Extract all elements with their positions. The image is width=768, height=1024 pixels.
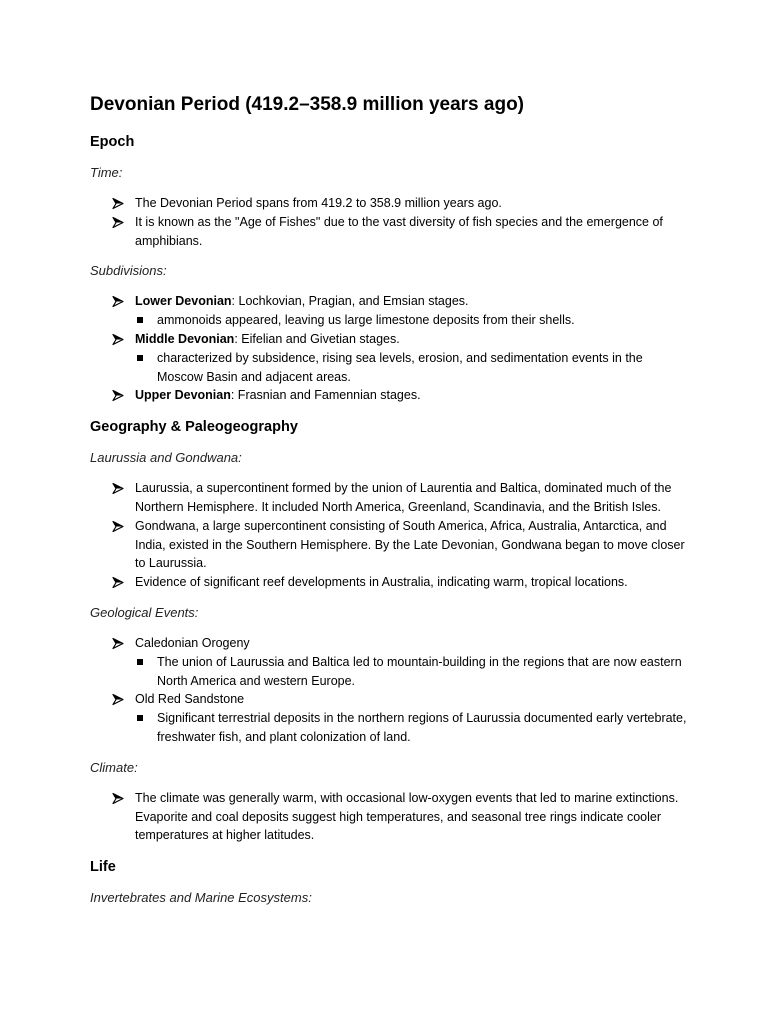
arrowhead-bullet-icon [112, 634, 126, 652]
list-item: Old Red Sandstone Significant terrestrial deposits in the northern regions of Laurussia documented early vertebrate, freshwater fish, and plant colonization of land. [90, 690, 690, 746]
subdivisions-list [90, 292, 690, 405]
square-bullet-icon [137, 355, 143, 361]
square-bullet-icon [137, 317, 143, 323]
climate-list [90, 789, 690, 845]
sub-list [135, 653, 690, 691]
list-item: Caledonian Orogeny The union of Laurussia and Baltica led to mountain-building in the regions that are now eastern North America and western Europe. [90, 634, 690, 690]
arrowhead-bullet-icon [112, 573, 126, 591]
subheading-subdivisions: Subdivisions: [90, 263, 167, 279]
subheading-laurussia-gondwana: Laurussia and Gondwana: [90, 450, 242, 466]
arrowhead-bullet-icon [112, 386, 126, 404]
sub-list [135, 311, 690, 330]
arrowhead-bullet-icon [112, 517, 126, 535]
arrowhead-bullet-icon [112, 213, 126, 231]
arrowhead-bullet-icon [112, 690, 126, 708]
section-heading-epoch: Epoch [90, 134, 135, 150]
section-heading-life: Life [90, 859, 116, 876]
sub-list [135, 709, 690, 747]
square-bullet-icon [137, 715, 143, 721]
subheading-invertebrates: Invertebrates and Marine Ecosystems: [90, 890, 312, 906]
events-list [90, 634, 690, 747]
square-bullet-icon [137, 659, 143, 665]
laurussia-list [90, 479, 690, 592]
arrowhead-bullet-icon [112, 789, 126, 807]
sub-list-item: Significant terrestrial deposits in the northern regions of Laurussia documented early vertebrate, freshwater fish, and plant colonization of land. [135, 709, 690, 747]
sub-list-item: characterized by subsidence, rising sea levels, erosion, and sedimentation events in the Moscow Basin and adjacent areas. [135, 349, 690, 387]
arrowhead-bullet-icon [112, 194, 126, 212]
list-item: Lower Devonian: Lochkovian, Pragian, and Emsian stages. ammonoids appeared, leaving us large limestone deposits from their shells. [90, 292, 690, 330]
list-item: The climate was generally warm, with occasional low-oxygen events that led to marine extinctions. Evaporite and coal deposits suggest high temperatures, and seasonal tree rings indicate cooler temperatures at higher latitudes. [90, 789, 690, 845]
list-item: Middle Devonian: Eifelian and Givetian stages. characterized by subsidence, rising sea levels, erosion, and sedimentation events in the Moscow Basin and adjacent areas. [90, 330, 690, 386]
sub-list-item: ammonoids appeared, leaving us large limestone deposits from their shells. [135, 311, 690, 330]
arrowhead-bullet-icon [112, 330, 126, 348]
list-item: Laurussia, a supercontinent formed by the union of Laurentia and Baltica, dominated much of the Northern Hemisphere. It included North America, Greenland, Scandinavia, and the British Isles. [90, 479, 690, 517]
document-title: Devonian Period (419.2–358.9 million years ago) [90, 94, 525, 115]
list-item: Evidence of significant reef developments in Australia, indicating warm, tropical locations. [90, 573, 690, 592]
document-body [90, 92, 690, 919]
arrowhead-bullet-icon [112, 479, 126, 497]
sub-list [135, 349, 690, 387]
subheading-climate: Climate: [90, 759, 138, 775]
subheading-time: Time: [90, 165, 123, 180]
list-item: It is known as the "Age of Fishes" due to the vast diversity of fish species and the emergence of amphibians. [90, 213, 690, 251]
arrowhead-bullet-icon [112, 292, 126, 310]
list-item: The Devonian Period spans from 419.2 to 358.9 million years ago. [90, 194, 690, 213]
section-heading-geography: Geography & Paleogeography [90, 419, 298, 436]
time-list [90, 194, 690, 250]
sub-list-item: The union of Laurussia and Baltica led to mountain-building in the regions that are now eastern North America and western Europe. [135, 653, 690, 691]
subheading-geological-events: Geological Events: [90, 604, 199, 620]
list-item: Upper Devonian: Frasnian and Famennian stages. [90, 386, 690, 405]
list-item: Gondwana, a large supercontinent consisting of South America, Africa, Australia, Antarctica, and India, existed in the Southern Hemisphere. By the Late Devonian, Gondwana began to move closer to Laurussia. [90, 517, 690, 573]
